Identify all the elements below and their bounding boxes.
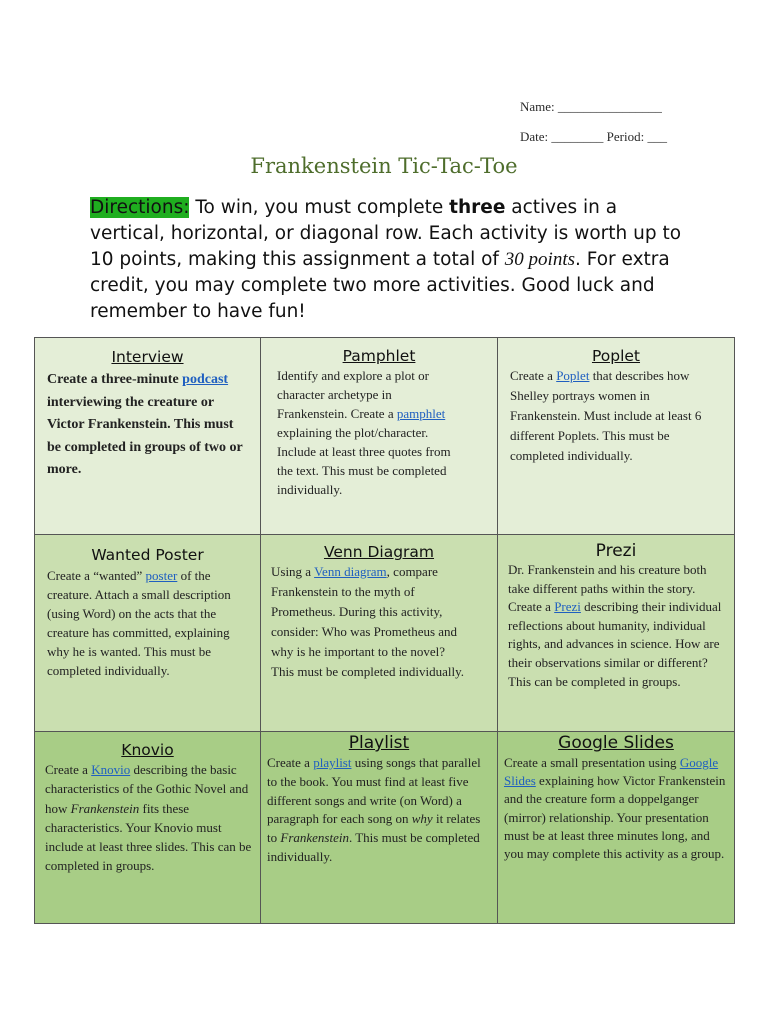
venn-diagram-link[interactable]: Venn diagram bbox=[314, 564, 387, 579]
cell-title: Prezi bbox=[595, 541, 637, 561]
playlist-link[interactable]: playlist bbox=[313, 755, 352, 770]
cell-knovio bbox=[35, 732, 261, 924]
cell-title: Interview bbox=[111, 348, 184, 366]
cell-body: Identify and explore a plot or character archetype in Frankenstein. Create a pamphlet explaining the plot/character. Include at least three quotes from the text. This must be completed individually. bbox=[277, 368, 451, 497]
pamphlet-link[interactable]: pamphlet bbox=[396, 406, 446, 421]
cell-venn-diagram bbox=[261, 535, 498, 732]
cell-playlist bbox=[261, 732, 498, 924]
prezi-link[interactable]: Prezi bbox=[554, 599, 581, 615]
cell-poplet bbox=[498, 338, 735, 535]
cell-interview bbox=[35, 338, 261, 535]
directions-text: . For extra credit, you may complete two more activities. Good luck and remember to have fun! bbox=[90, 249, 670, 322]
directions-label: Directions: bbox=[90, 197, 190, 218]
cell-title: Wanted Poster bbox=[91, 546, 204, 564]
cell-body: Create a small presentation using Google Slides explaining how Victor Frankenstein and the creature form a doppelganger (mirror) relationship. Your presentation must be at least three minutes long, and you may complete this activity as a group. bbox=[504, 755, 726, 862]
cell-google-slides bbox=[498, 732, 735, 924]
knovio-link[interactable]: Knovio bbox=[91, 762, 131, 777]
cell-body: Create a Poplet that describes how Shelley portrays women in Frankenstein. Must include at least 6 different Poplets. This must be completed individually. bbox=[510, 368, 702, 463]
cell-pamphlet bbox=[261, 338, 498, 535]
cell-wanted-poster bbox=[35, 535, 261, 732]
tic-tac-toe-grid bbox=[34, 337, 735, 924]
cell-body: Dr. Frankenstein and his creature both take different paths within the story. Create a Prezi describing their individual reflections about humanity, individual rights, and advances in science. How are their observations similar or different? This can be completed in groups. bbox=[508, 562, 722, 689]
directions-text: To win, you must complete bbox=[189, 197, 450, 218]
cell-body: Using a Venn diagram, compare Frankenstein to the myth of Prometheus. During this activity, consider: Who was Prometheus and why is he important to the novel? This must be completed individually. bbox=[271, 564, 465, 679]
date-period-line: Date: ________ Period: ___ bbox=[520, 129, 667, 144]
poplet-link[interactable]: Poplet bbox=[556, 368, 590, 383]
podcast-link[interactable]: podcast bbox=[182, 372, 229, 387]
cell-body: Create a “wanted” poster of the creature. Attach a small description (using Word) on the acts that the creature has committed, explaining why he is wanted. This must be completed individually. bbox=[47, 568, 231, 678]
page-title: Frankenstein Tic-Tac-Toe bbox=[250, 154, 518, 178]
cell-prezi bbox=[498, 535, 735, 732]
cell-title: Knovio bbox=[121, 741, 174, 759]
directions-points: 30 points bbox=[504, 249, 575, 270]
student-info-block bbox=[520, 92, 720, 152]
cell-title: Venn Diagram bbox=[323, 543, 435, 561]
directions-emphasis: three bbox=[449, 197, 506, 218]
google-slides-link[interactable]: Google Slides bbox=[504, 755, 719, 789]
cell-title: Google Slides bbox=[558, 733, 674, 753]
cell-body: Create a three-minute podcast interviewing the creature or Victor Frankenstein. This must be completed in groups of two or more. bbox=[47, 372, 243, 477]
cell-body: Create a playlist using songs that parallel to the book. You must find at least five different songs and write (on Word) a paragraph for each song on why it relates to Frankenstein. This must be completed individually. bbox=[267, 755, 481, 864]
directions-text: actives in a vertical, horizontal, or diagonal row. Each activity is worth up to 10 points, making this assignment a total of bbox=[90, 197, 682, 270]
cell-body: Create a Knovio describing the basic characteristics of the Gothic Novel and how Frankenstein fits these characteristics. Your Knovio must include at least three slides. This can be completed in groups. bbox=[45, 762, 252, 874]
cell-title: Poplet bbox=[591, 347, 641, 365]
cell-title: Pamphlet bbox=[342, 347, 416, 365]
cell-title: Playlist bbox=[348, 733, 410, 753]
name-line: Name: ________________ bbox=[520, 99, 662, 114]
poster-link[interactable]: poster bbox=[145, 568, 178, 583]
directions-paragraph bbox=[90, 195, 690, 325]
